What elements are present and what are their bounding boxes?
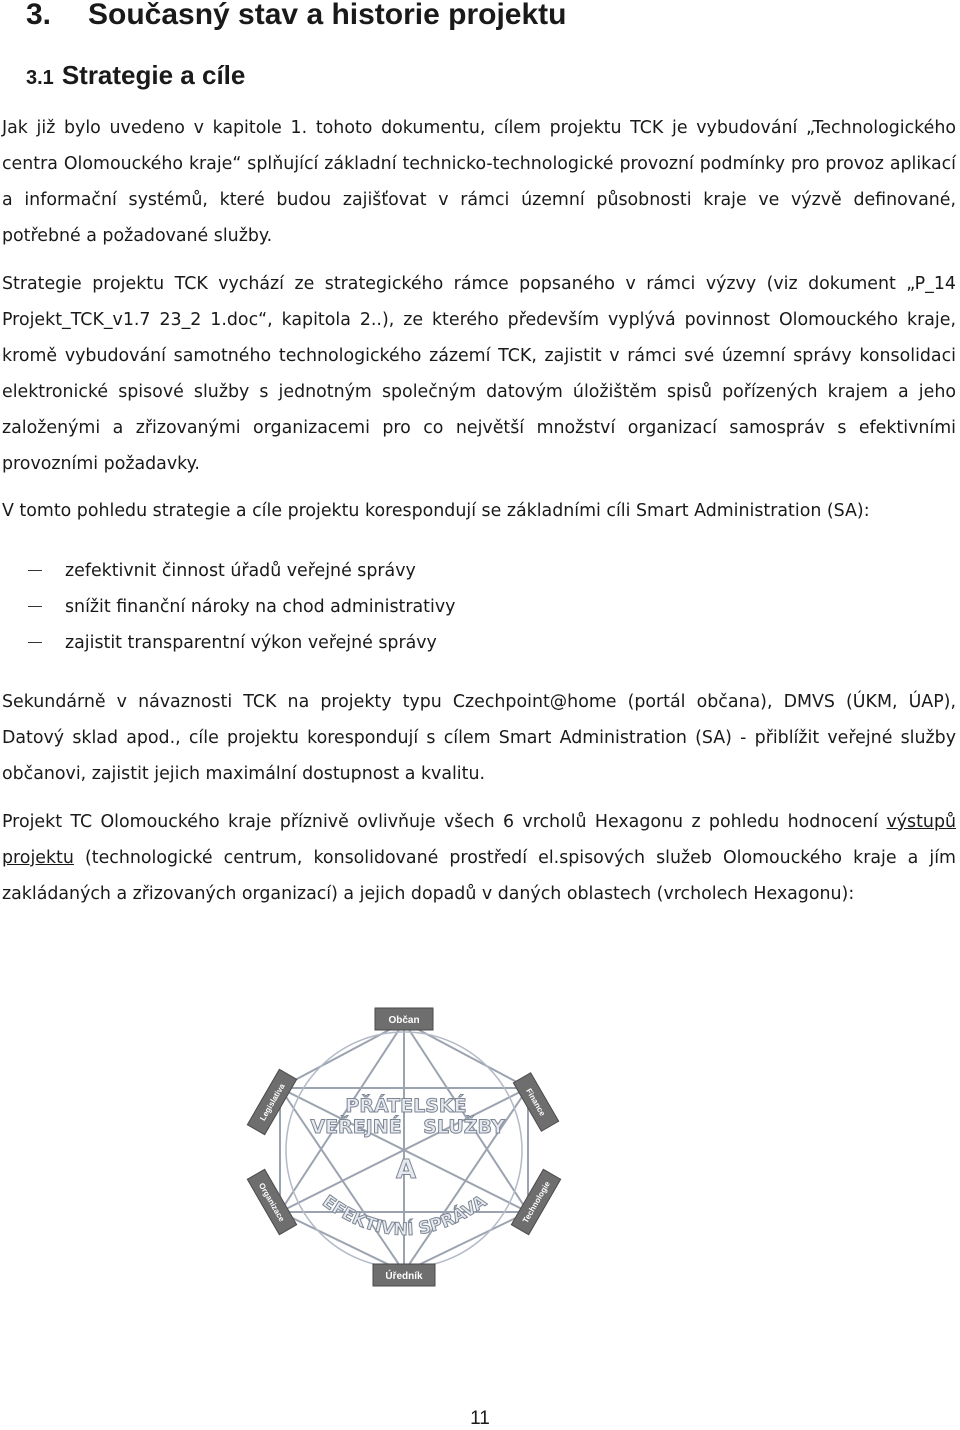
- efficient-administration-label: EFEKTIVNÍ SPRÁVA: [318, 1191, 491, 1241]
- paragraph-hexagon-text-2: (technologické centrum, konsolidované prostředí el.spisových služeb Olomouckého kraje a jím zakládaných a zřizovaných organizací) a jejich dopadů v daných oblastech (vrcholech Hexagonu):: [2, 848, 956, 904]
- dash-bullet-icon: [28, 570, 42, 571]
- list-item-text: zajistit transparentní výkon veřejné správy: [65, 633, 437, 653]
- list-item: [0, 553, 455, 589]
- vertex-finance: [513, 1073, 558, 1131]
- project-outputs-link[interactable]: výstupů projektu: [2, 812, 956, 868]
- paragraph-secondary: Sekundárně v návaznosti TCK na projekty typu Czechpoint@home (portál občana), DMVS (ÚKM, ÚAP), Datový sklad apod., cíle projektu korespondují s cílem Smart Administration (SA) - přiblížit veřejné služby občanovi, zajistit jejich maximální dostupnost a kvalitu.: [2, 692, 956, 784]
- vertex-citizen-label: Občan: [388, 1015, 420, 1026]
- vertex-citizen: [375, 1008, 433, 1030]
- dash-bullet-icon: [28, 606, 42, 607]
- paragraph-hexagon-text-1: Projekt TC Olomouckého kraje příznivě ovlivňuje všech 6 vrcholů Hexagonu z pohledu hodnocení: [2, 812, 887, 832]
- heading-1-title: Současný stav a historie projektu: [88, 0, 567, 31]
- dash-bullet-icon: [28, 642, 42, 643]
- heading-2-title: Strategie a cíle: [61, 60, 246, 90]
- services-label: SLUŽBY: [423, 1116, 505, 1138]
- list-item-text: zefektivnit činnost úřadů veřejné správy: [65, 561, 416, 581]
- heading-2-number: 3.1: [26, 67, 54, 89]
- paragraph-hexagon: [2, 804, 956, 912]
- vertex-legislation-label: Legislativa: [258, 1082, 287, 1123]
- public-label: VEŘEJNÉ: [310, 1116, 402, 1138]
- vertex-official: [373, 1264, 435, 1286]
- heading-1: [26, 0, 567, 32]
- list-item: [0, 625, 455, 661]
- paragraph-sa-goals: V tomto pohledu strategie a cíle projektu korespondují se základními cíli Smart Administration (SA):: [2, 501, 870, 521]
- sa-goals-list: [0, 553, 455, 661]
- vertex-official-label: Úředník: [385, 1271, 423, 1282]
- hexagon-diagram: [228, 1000, 580, 1290]
- vertex-technology-label: Technologie: [520, 1179, 552, 1225]
- vertex-finance-label: Finance: [524, 1086, 548, 1118]
- list-item-text: snížit finanční nároky na chod administrativy: [65, 597, 456, 617]
- heading-2: [26, 60, 245, 91]
- page-number: 11: [470, 1408, 490, 1429]
- friendly-label: PŘÁTELSKÉ: [345, 1095, 467, 1117]
- heading-1-number: 3.: [26, 0, 52, 31]
- paragraph-intro: Jak již bylo uvedeno v kapitole 1. tohoto dokumentu, cílem projektu TCK je vybudování „Technologického centra Olomouckého kraje“ splňující základní technicko-technologické provozní podmínky pro provoz aplikací a informační systémů, které budou zajišťovat v rámci územní působnosti kraje ve výzvě definované, potřebné a požadované služby.: [2, 118, 956, 246]
- paragraph-strategy: Strategie projektu TCK vychází ze strategického rámce popsaného v rámci výzvy (viz dokument „P_14 Projekt_TCK_v1.7 23_2 1.doc“, kapitola 2..), ze kterého především vyplývá povinnost Olomouckého kraje, kromě vybudování samotného technologického zázemí TCK, zajistit v rámci své územní správy konsolidaci elektronické spisové služby s jednotným společným datovým úložištěm spisů pořízených krajem a jeho založenými a zřizovanými organizacemi pro co největší množství organizací samospráv s efektivními provozními požadavky.: [2, 274, 956, 474]
- center-a-label: A: [395, 1155, 417, 1185]
- vertex-organization-label: Organizace: [256, 1181, 287, 1224]
- list-item: [0, 589, 455, 625]
